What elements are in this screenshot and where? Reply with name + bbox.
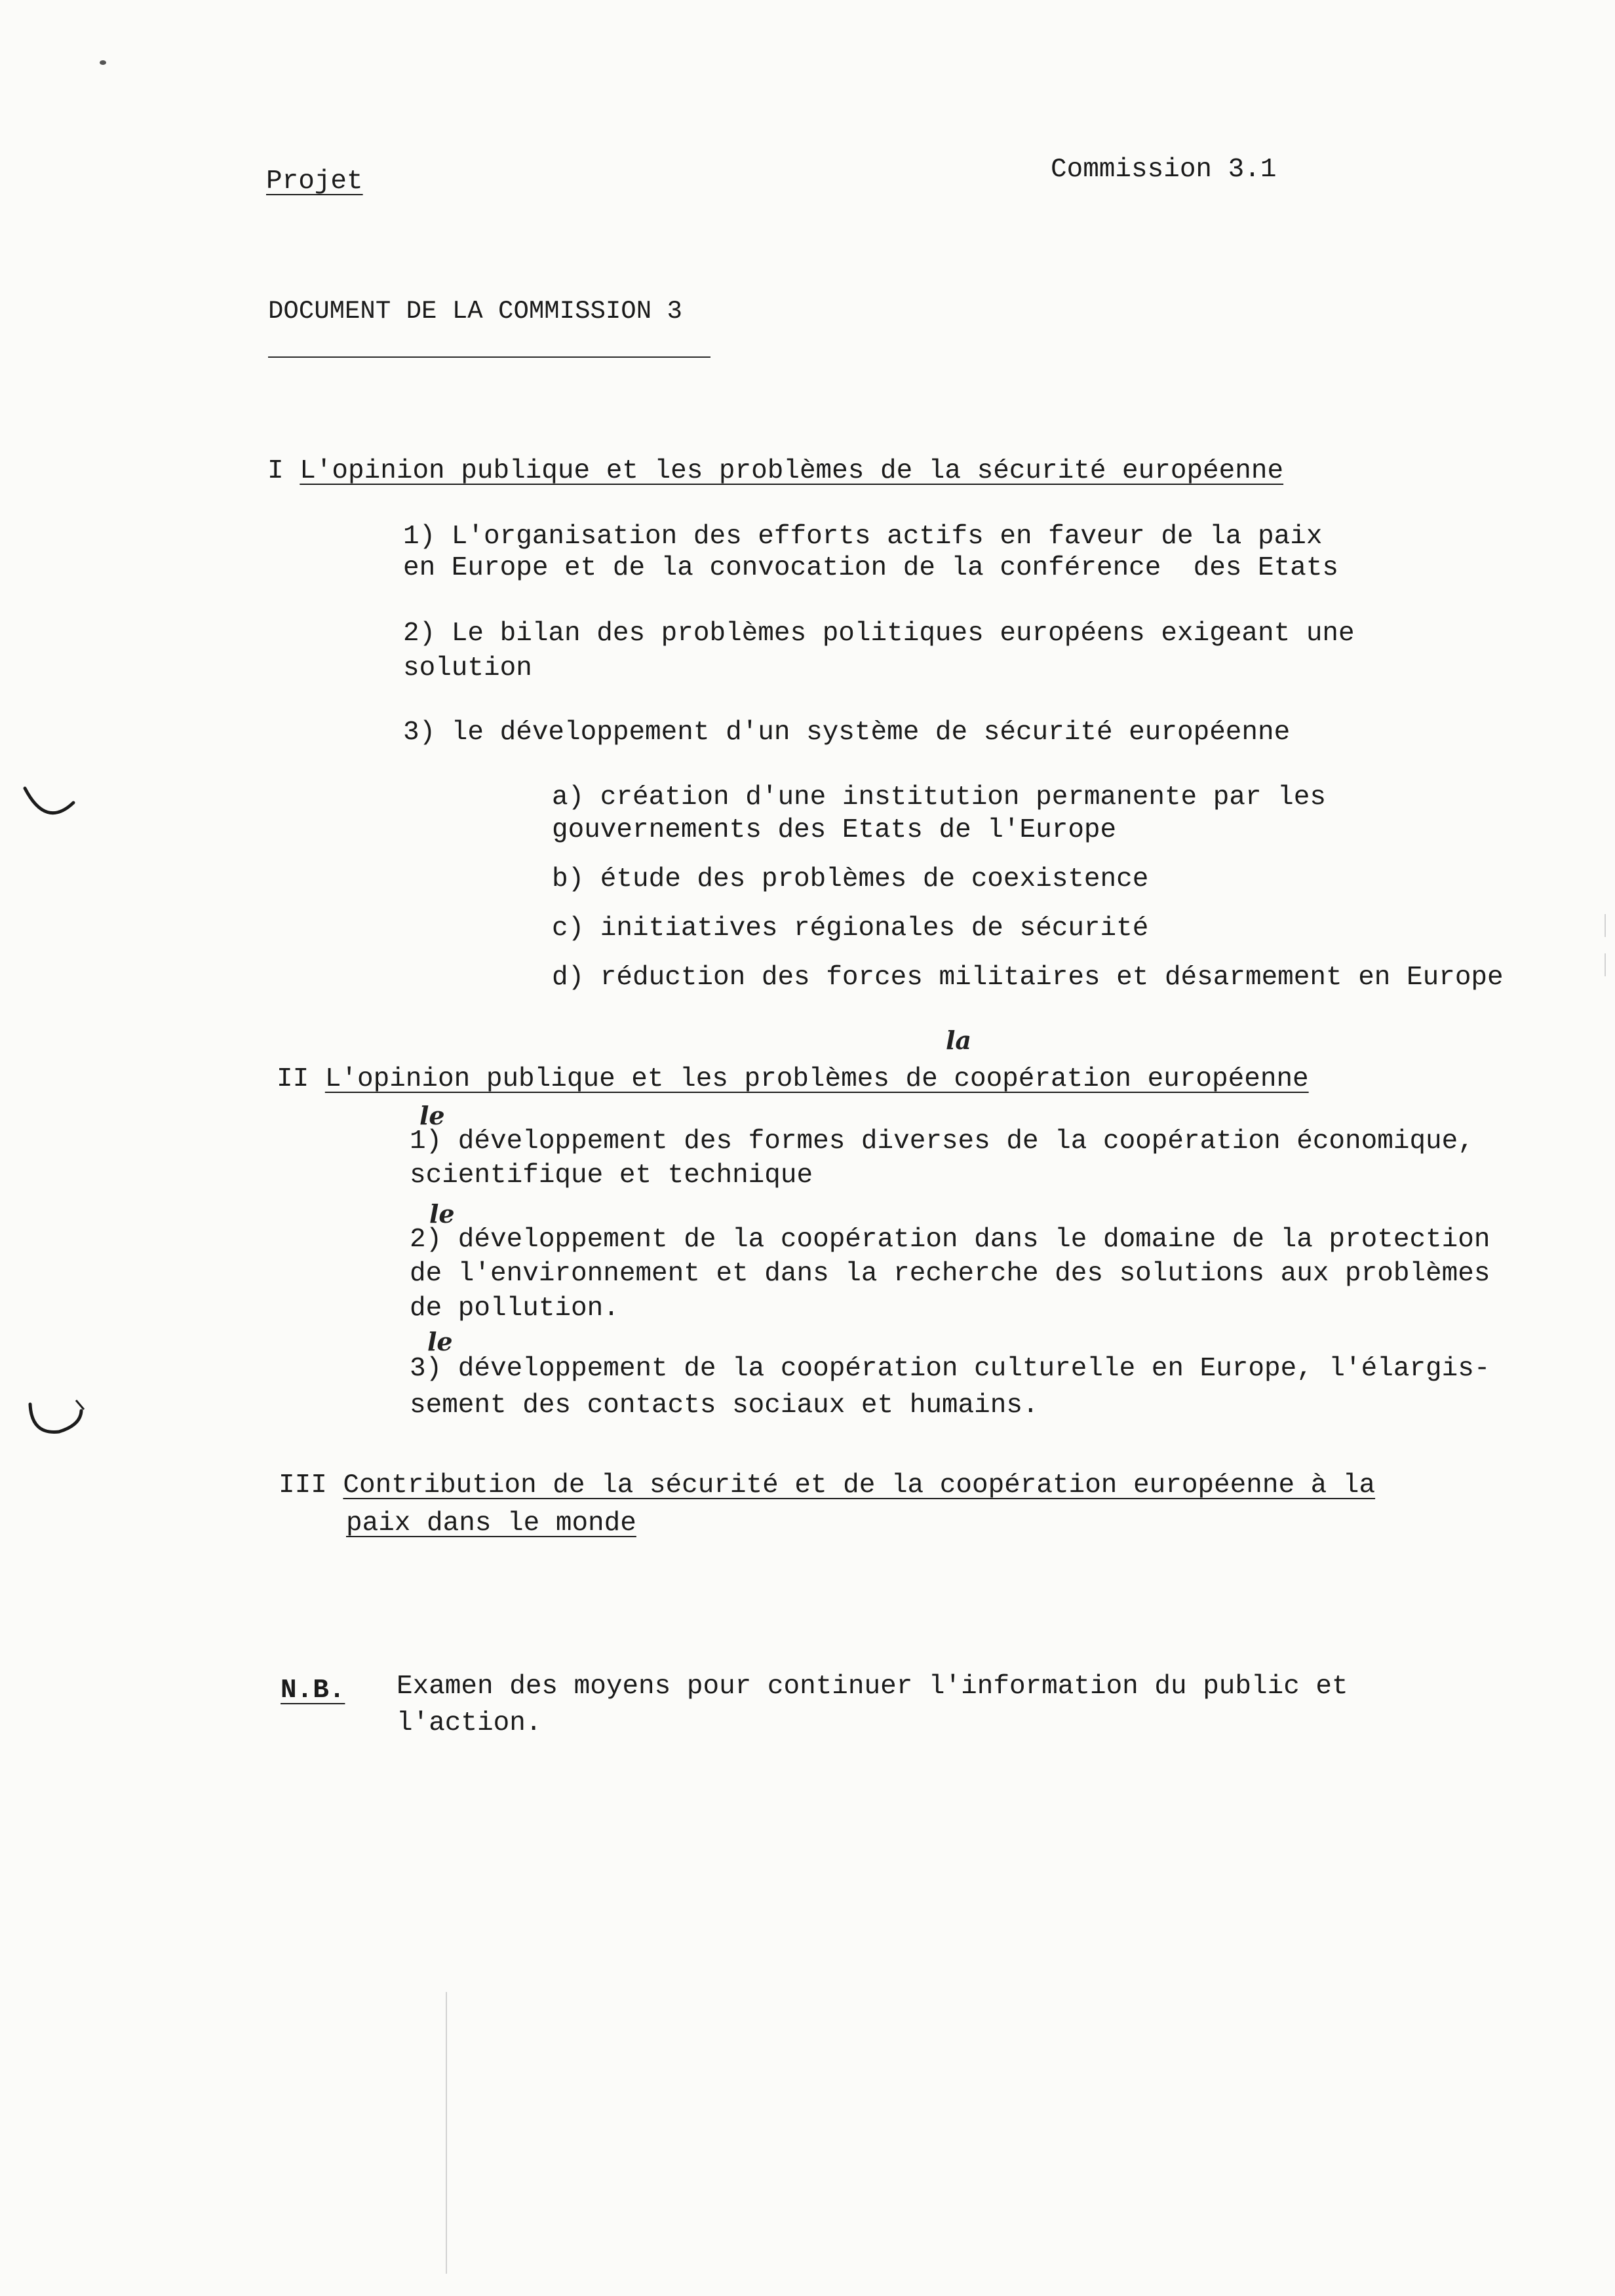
section-2-p2-line2: de l'environnement et dans la recherche des solutions aux problèmes — [410, 1259, 1490, 1289]
right-edge-tick-1 — [1605, 914, 1606, 937]
nb-line2: l'action. — [397, 1708, 542, 1738]
right-edge-tick-2 — [1605, 953, 1606, 976]
section-1-item-a-line1: a) création d'une institution permanente par les — [552, 782, 1326, 813]
nb-line1: Examen des moyens pour continuer l'information du public et — [397, 1672, 1348, 1702]
section-3-title-line1: Contribution de la sécurité et de la coopération européenne à la — [343, 1470, 1376, 1501]
handwritten-le-3: le — [427, 1327, 453, 1356]
handwritten-le-2: le — [429, 1199, 455, 1229]
title-rule — [268, 356, 710, 358]
section-1-p2-line2: solution — [403, 653, 532, 683]
section-2-p1-line1: 1) développement des formes diverses de la coopération économique, — [410, 1126, 1474, 1157]
section-3-title-line2: paix dans le monde — [346, 1508, 636, 1539]
section-2-p3-line1: 3) développement de la coopération culturelle en Europe, l'élargis- — [410, 1354, 1490, 1384]
nb-label: N.B. — [281, 1675, 345, 1706]
left-margin-arc-bottom — [18, 1392, 90, 1445]
left-margin-arc-top — [20, 783, 79, 822]
projet-label: Projet — [266, 166, 363, 197]
section-1-item-c: c) initiatives régionales de sécurité — [552, 913, 1149, 944]
section-1-p1-line2: en Europe et de la convocation de la conférence des Etats — [403, 553, 1339, 583]
section-1-title: L'opinion publique et les problèmes de la sécurité européenne — [300, 456, 1284, 486]
handwritten-le-1: le — [419, 1101, 445, 1130]
section-1-p3: 3) le développement d'un système de sécurité européenne — [403, 718, 1291, 748]
section-2-heading: II L'opinion publique et les problèmes de coopération européenne — [277, 1064, 1309, 1094]
section-1-item-a-line2: gouvernements des Etats de l'Europe — [552, 815, 1117, 845]
section-3-heading: III Contribution de la sécurité et de la coopération européenne à la — [279, 1470, 1376, 1501]
section-2-p3-line2: sement des contacts sociaux et humains. — [410, 1390, 1039, 1421]
section-1-p1-line1: 1) L'organisation des efforts actifs en faveur de la paix — [403, 522, 1323, 552]
section-1-p2-line1: 2) Le bilan des problèmes politiques européens exigeant une — [403, 619, 1355, 649]
commission-label: Commission 3.1 — [1051, 155, 1277, 185]
section-1-heading: I L'opinion publique et les problèmes de la sécurité européenne — [267, 456, 1284, 486]
section-2-p2-line1: 2) développement de la coopération dans le domaine de la protection — [410, 1225, 1490, 1255]
document-title: DOCUMENT DE LA COMMISSION 3 — [268, 297, 682, 326]
section-2-p2-line3: de pollution. — [410, 1293, 619, 1324]
crease-mark — [446, 1992, 447, 2274]
speck-top-left — [100, 60, 106, 65]
handwritten-la: la — [946, 1025, 972, 1055]
section-2-title: L'opinion publique et les problèmes de coopération européenne — [324, 1064, 1309, 1094]
section-1-item-b: b) étude des problèmes de coexistence — [552, 864, 1149, 894]
section-2-p1-line2: scientifique et technique — [410, 1160, 813, 1191]
section-1-item-d: d) réduction des forces militaires et désarmement en Europe — [552, 963, 1504, 993]
